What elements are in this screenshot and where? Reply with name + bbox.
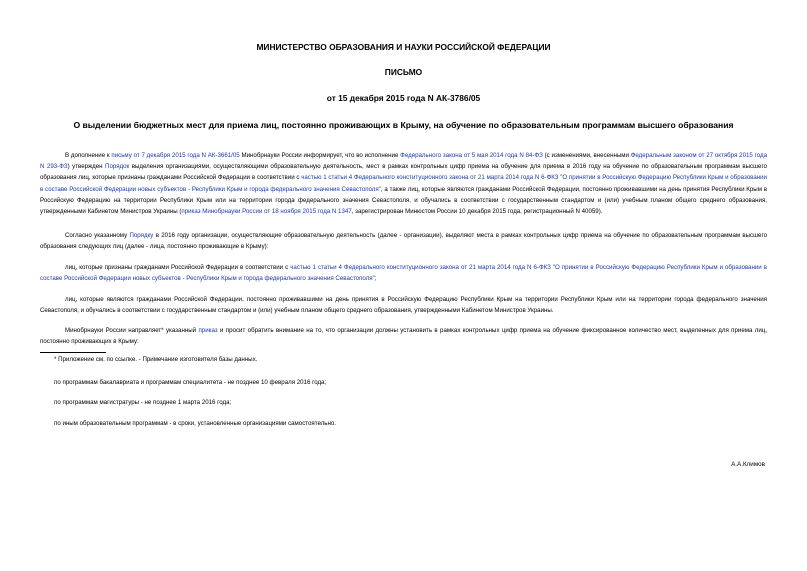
text-run: ;	[374, 275, 377, 283]
link-poryadok-2[interactable]: Порядку	[129, 232, 154, 239]
ministry-name: МИНИСТЕРСТВО ОБРАЗОВАНИЯ И НАУКИ РОССИЙСКОЙ ФЕДЕРАЦИИ	[256, 42, 551, 52]
text-run: Согласно указанному	[65, 232, 130, 239]
text-run: Минобрнауки России направляет* указанный	[65, 327, 199, 334]
document-type: ПИСЬМО	[384, 67, 423, 77]
text-run: В дополнение к	[65, 152, 112, 159]
link-federal-law-84fz[interactable]: Федерального закона от 5 мая 2014 года N 84-ФЗ	[400, 152, 543, 159]
text-run: и просит обратить внимание на то, что организации должны установить в рамках контрольных цифр приема на обучение фиксированное количество мест, выделенных для приема лиц, постоянно проживающих в Крыму:	[40, 327, 767, 346]
text-run: выделения организациями, осуществляющими образовательную деятельность, мест в рамках контрольных цифр приема на обучение для приема в 2016 году на обучение по образовательным программам высшего образования лиц, которые признаны гражданами Российской Федерации в соответствии с	[40, 163, 767, 182]
footnote: * Приложение см. по ссылке. - Примечание изготовителя базы данных.	[54, 356, 258, 363]
document-subject: О выделении бюджетных мест для приема лиц, постоянно проживающих в Крыму, на обучение по образовательным программам высшего образования	[73, 120, 734, 130]
link-order-1347[interactable]: приказ Минобрнауки России от 18 ноября 2015 года N 1347	[181, 208, 352, 216]
paragraph-procedure	[40, 230, 767, 252]
text-run: ) утвержден	[67, 163, 106, 171]
link-federal-law-293fz[interactable]: Федеральным законом от 27 октября 2015 года N 293-ФЗ	[40, 152, 767, 171]
text-run: , зарегистрирован Минюстом России 10 декабря 2015 года, регистрационный N 40059).	[351, 208, 603, 216]
link-letter-ak-3661[interactable]: письму от 7 декабря 2015 года N АК-3661/05	[111, 152, 240, 159]
paragraph-intro	[40, 150, 767, 217]
link-poryadok[interactable]: Порядок	[105, 163, 130, 171]
text-run: Минобрнауки России информирует, что во исполнение	[239, 152, 401, 159]
deadline-item-other: по иным образовательным программам - в сроки, установленные организациями самостоятельно.	[54, 420, 336, 427]
paragraph-category-1	[40, 262, 767, 284]
deadline-item-master: по программам магистратуры - не позднее 1 марта 2016 года;	[54, 399, 232, 406]
link-fkz-6-2[interactable]: частью 1 статьи 4 Федерального конституционного закона от 21 марта 2014 года N 6-ФКЗ "О принятии в Российскую Федерацию Республики Крым и образовании в составе Российской Федерации новых субъектов - Республики Крым и города федерального значения Севастополя"	[40, 264, 767, 283]
document-date-number: от 15 декабря 2015 года N АК-3786/05	[326, 93, 481, 103]
link-order[interactable]: приказ	[198, 327, 218, 334]
footnote-divider	[40, 352, 106, 353]
text-run: в 2016 году организации, осуществляющие образовательную деятельность (далее - организации), выделяют места в рамках контрольных цифр приема на обучение по образовательным программам высшего образования следующих лиц (далее - лица, постоянно проживающие в Крыму):	[40, 232, 767, 251]
paragraph-request	[40, 325, 767, 347]
paragraph-category-2: лиц, которые являются гражданами Российской Федерации, постоянно проживавшими на день принятия в Российскую Федерацию Республики Крым на территории Республики Крым или на территории города федерального значения Севастополя, и обучались в соответствии с государственным стандартом и (или) учебным планом общего среднего образования, утвержденными Кабинетом Министров Украины.	[40, 296, 767, 315]
text-run: лиц, которые признаны гражданами Российской Федерации в соответствии с	[65, 264, 291, 271]
text-run: (с изменениями, внесенными	[542, 152, 631, 159]
deadline-item-bachelor: по программам бакалавриата и программам специалитета - не позднее 10 февраля 2016 года;	[54, 379, 327, 386]
text-run: , а также лиц, которые являются гражданами Российской Федерации, постоянно проживавшими на день принятия Республики Крым в Российскую Федерацию на территории Республики Крым или на территории города федерального значения Севастополя, и обучались в соответствии с государственным стандартом и (или) учебным планом общего среднего образования, утвержденными Кабинетом Министров Украины (	[40, 185, 767, 216]
signature: А.А.Климов	[731, 461, 765, 468]
link-fkz-6[interactable]: частью 1 статьи 4 Федерального конституционного закона от 21 марта 2014 года N 6-ФКЗ "О принятии в Российскую Федерацию Республики Крым и образовании в составе Российской Федерации новых субъектов - Республики Крым и города федерального значения Севастополя"	[40, 174, 767, 193]
